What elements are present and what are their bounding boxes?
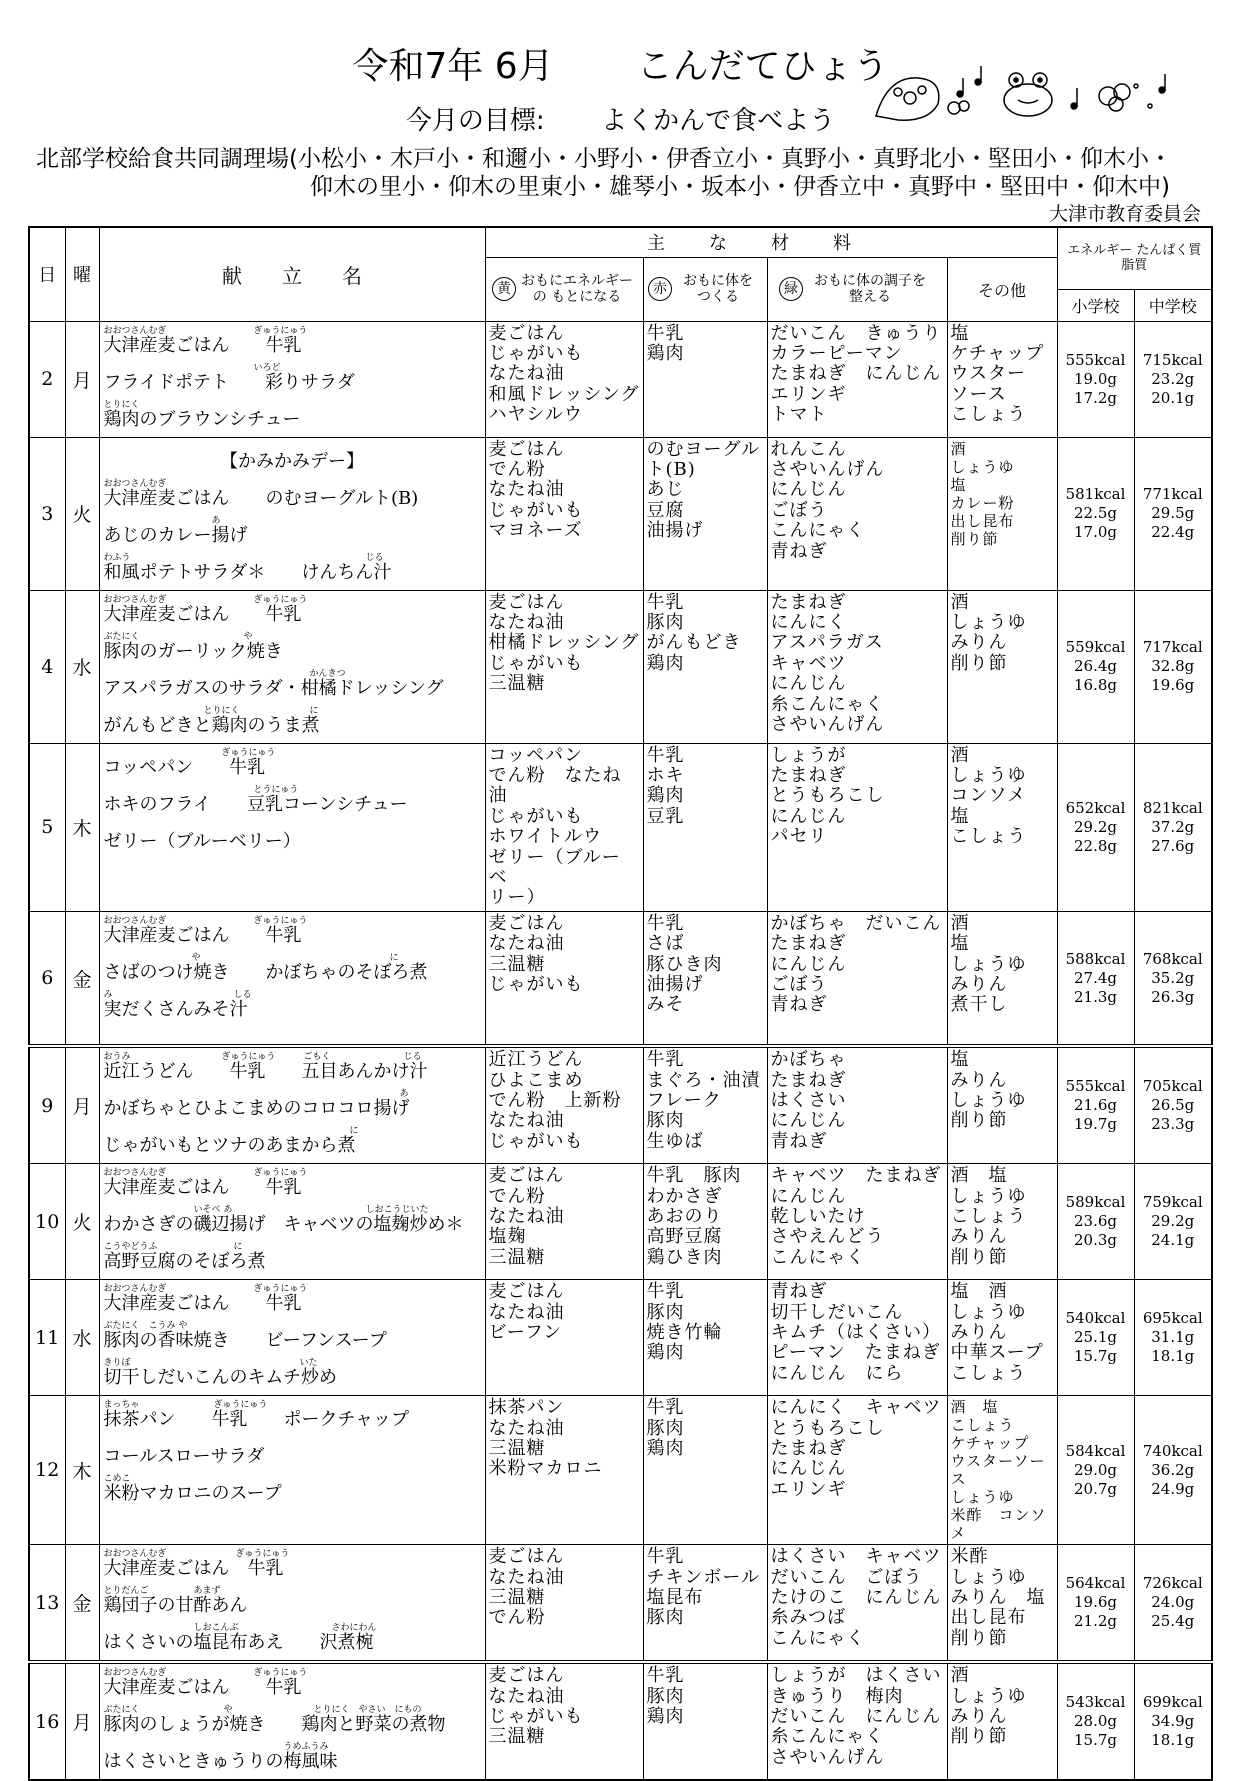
red-ingredients: 牛乳 チキンボール 塩昆布 豚肉 xyxy=(643,1545,767,1663)
green-ingredients: れんこん さやいんげん にんじん ごぼう こんにゃく 青ねぎ xyxy=(767,437,947,590)
green-ingredients: かぼちゃ だいこん たまねぎ にんじん ごぼう 青ねぎ xyxy=(767,911,947,1046)
menu-row xyxy=(29,1662,1212,1780)
ruby-reading: さわにわん xyxy=(331,1623,377,1634)
menu-item-text: さばのつけ焼き かぼちゃのそぼろ煮 xyxy=(103,961,428,983)
other-ingredients: 酒 塩 しょうゆ こしょう みりん 削り節 xyxy=(947,1164,1057,1280)
menu-item-text: 切干しだいこんのキムチ炒め xyxy=(103,1367,337,1389)
menu-item-text: 鶏肉のブラウンシチュー xyxy=(103,408,301,430)
yellow-ingredients: 抹茶パン なたね油 三温糖 米粉マカロニ xyxy=(485,1396,643,1545)
ruby-reading: み xyxy=(103,989,113,1000)
green-ingredients: かぼちゃ たまねぎ はくさい にんじん 青ねぎ xyxy=(767,1046,947,1164)
yellow-ingredients: 麦ごはん でん粉 なたね油 じゃがいも マヨネーズ xyxy=(485,437,643,590)
ruby-reading: ぎゅうにゅう xyxy=(221,1052,276,1063)
green-ingredients: しょうが はくさい きゅうり 梅肉 だいこん にんじん 糸こんにゃく さやいんげん xyxy=(767,1662,947,1780)
day-cell: 11 xyxy=(29,1280,65,1396)
ruby-reading: とうにゅう xyxy=(253,784,299,795)
menu-line xyxy=(104,1435,481,1472)
menu-item-text: はくさいときゅうりの梅風味 xyxy=(103,1751,338,1773)
day-cell: 13 xyxy=(29,1545,65,1663)
other-ingredients: 米酢 しょうゆ みりん 塩 出し昆布 削り節 xyxy=(947,1545,1057,1663)
menu-row xyxy=(29,1396,1212,1545)
menu-line xyxy=(104,1319,481,1356)
ruby-reading: とりにく xyxy=(203,705,240,716)
ruby-reading: ごもく xyxy=(303,1052,331,1063)
day-cell: 4 xyxy=(29,590,65,743)
day-cell: 5 xyxy=(29,743,65,911)
day-cell: 2 xyxy=(29,321,65,437)
ruby-reading: おおつさんむぎ xyxy=(103,594,167,605)
ruby-reading: ぎゅうにゅう xyxy=(213,1400,268,1411)
menu-line xyxy=(104,914,481,951)
ruby-reading: しおこんぶ xyxy=(193,1623,239,1634)
menu-line xyxy=(104,593,481,630)
ruby-reading: に xyxy=(349,1126,359,1137)
red-ingredients: 牛乳 豚肉 わかさぎ あおのり 高野豆腐 鶏ひき肉 xyxy=(643,1164,767,1280)
red-ingredients: 牛乳 ホキ 鶏肉 豆乳 xyxy=(643,743,767,911)
ruby-reading: しおこうじいた xyxy=(365,1205,429,1216)
menu-line xyxy=(104,1166,481,1203)
ruby-reading: おおつさんむぎ xyxy=(103,1549,167,1560)
menu-item-text: 大津産麦ごはん のむヨーグルト(B) xyxy=(103,487,419,509)
yellow-ingredients: コッペパン でん粉 なたね油 じゃがいも ホワイトルウ ゼリー（ブルーベ リー） xyxy=(485,743,643,911)
menu-line xyxy=(104,361,481,398)
menu-item-text: 豚肉のしょうが焼き 鶏肉と野菜の煮物 xyxy=(103,1714,446,1736)
elementary-nutrition: 540kcal 25.1g 15.7g xyxy=(1057,1280,1134,1396)
ruby-reading: うめふうみ xyxy=(283,1742,329,1753)
green-ingredients: しょうが たまねぎ とうもろこし にんじん パセリ xyxy=(767,743,947,911)
menu-cell xyxy=(99,1396,485,1545)
ruby-reading: ぎゅうにゅう xyxy=(253,1284,308,1295)
menu-item-text: 和風ポテトサラダ＊ けんちん汁 xyxy=(103,561,392,583)
red-ingredients: 牛乳 豚肉 焼き竹輪 鶏肉 xyxy=(643,1280,767,1396)
ruby-reading: おおつさんむぎ xyxy=(103,1668,167,1679)
weekday-cell: 月 xyxy=(65,1662,99,1780)
ruby-reading: に xyxy=(389,952,399,963)
junior-nutrition: 717kcal 32.8g 19.6g xyxy=(1134,590,1212,743)
ruby-reading: じる xyxy=(365,552,384,563)
ruby-reading: おおつさんむぎ xyxy=(103,915,167,926)
ruby-reading: に xyxy=(233,1242,243,1253)
yellow-ingredients: 麦ごはん なたね油 柑橘ドレッシング じゃがいも 三温糖 xyxy=(485,590,643,743)
weekday-cell: 金 xyxy=(65,1545,99,1663)
red-ingredients: 牛乳 豚肉 鶏肉 xyxy=(643,1662,767,1780)
yellow-ingredients: 麦ごはん じゃがいも なたね油 和風ドレッシング ハヤシルウ xyxy=(485,321,643,437)
elementary-nutrition: 584kcal 29.0g 20.7g xyxy=(1057,1396,1134,1545)
menu-line xyxy=(104,704,481,741)
menu-item-text: がんもどきと鶏肉のうま煮 xyxy=(103,714,320,736)
menu-item-text: 大津産麦ごはん 牛乳 xyxy=(103,603,302,625)
elementary-nutrition: 652kcal 29.2g 22.8g xyxy=(1057,743,1134,911)
header-ingredients: 主な材料 xyxy=(485,227,1057,257)
menu-item-text: ホキのフライ 豆乳コーンシチュー xyxy=(103,793,408,815)
kitchen-line-2: 仰木の里小・仰木の里東小・雄琴小・坂本小・伊香立中・真野中・堅田中・仰木中) xyxy=(310,174,1170,200)
junior-nutrition: 699kcal 34.9g 18.1g xyxy=(1134,1662,1212,1780)
weekday-cell: 木 xyxy=(65,1396,99,1545)
menu-item-text: ゼリー（ブルーベリー） xyxy=(103,830,301,852)
menu-cell xyxy=(99,1280,485,1396)
ruby-reading: ぎゅうにゅう xyxy=(253,915,308,926)
menu-line xyxy=(104,1621,481,1658)
yellow-ingredients: 麦ごはん なたね油 三温糖 じゃがいも xyxy=(485,911,643,1046)
ruby-reading: とりだんご xyxy=(103,1586,149,1597)
yellow-ingredients: 麦ごはん なたね油 三温糖 でん粉 xyxy=(485,1545,643,1663)
header-green: 緑 おもに体の調子を 整える xyxy=(767,257,947,321)
elementary-nutrition: 589kcal 23.6g 20.3g xyxy=(1057,1164,1134,1280)
header-day: 日 xyxy=(29,227,65,321)
menu-cell xyxy=(99,1164,485,1280)
menu-line xyxy=(104,1398,481,1435)
ruby-reading: おうみ xyxy=(103,1052,131,1063)
menu-line xyxy=(104,398,481,435)
menu-item-text: あじのカレー揚げ xyxy=(103,524,248,546)
other-ingredients: 酒 塩 しょうゆ みりん 煮干し xyxy=(947,911,1057,1046)
menu-line xyxy=(104,1203,481,1240)
red-ingredients: 牛乳 豚肉 がんもどき 鶏肉 xyxy=(643,590,767,743)
other-ingredients: 塩 酒 しょうゆ みりん 中華スープ こしょう xyxy=(947,1280,1057,1396)
weekday-cell: 金 xyxy=(65,911,99,1046)
menu-item-text: 大津産麦ごはん 牛乳 xyxy=(103,1558,284,1580)
ruby-reading: おおつさんむぎ xyxy=(103,1284,167,1295)
ruby-reading: とりにく やさい にもの xyxy=(313,1705,422,1716)
menu-item-text: かぼちゃとひよこまめのコロコロ揚げ xyxy=(103,1098,410,1120)
menu-item-text: 高野豆腐のそぼろ煮 xyxy=(103,1251,266,1273)
menu-item-text: 大津産麦ごはん 牛乳 xyxy=(103,924,302,946)
menu-cell xyxy=(99,590,485,743)
ruby-reading: いた xyxy=(299,1358,318,1369)
menu-line xyxy=(104,951,481,988)
junior-nutrition: 726kcal 24.0g 25.4g xyxy=(1134,1545,1212,1663)
menu-row xyxy=(29,590,1212,743)
weekday-cell: 水 xyxy=(65,590,99,743)
menu-item-text: 大津産麦ごはん 牛乳 xyxy=(103,1177,302,1199)
menu-cell xyxy=(99,743,485,911)
menu-row xyxy=(29,1545,1212,1663)
menu-line xyxy=(104,1240,481,1277)
menu-line xyxy=(104,1356,481,1393)
junior-nutrition: 821kcal 37.2g 27.6g xyxy=(1134,743,1212,911)
menu-line xyxy=(104,1050,481,1087)
green-ingredients: にんにく キャベツ とうもろこし たまねぎ にんじん エリンギ xyxy=(767,1396,947,1545)
menu-cell xyxy=(99,1662,485,1780)
menu-item-text: 近江うどん 牛乳 五目あんかけ汁 xyxy=(103,1061,428,1083)
red-ingredients: 牛乳 豚肉 鶏肉 xyxy=(643,1396,767,1545)
ruby-reading: きりぼ xyxy=(103,1358,131,1369)
day-cell: 9 xyxy=(29,1046,65,1164)
menu-item-text: 【かみかみデー】 xyxy=(220,450,364,472)
menu-rows xyxy=(29,321,1212,1780)
menu-row xyxy=(29,321,1212,437)
menu-cell xyxy=(99,1046,485,1164)
ruby-reading: おおつさんむぎ xyxy=(103,1168,167,1179)
red-ingredients: 牛乳 まぐろ・油漬 フレーク 豚肉 生ゆば xyxy=(643,1046,767,1164)
ruby-reading: ぎゅうにゅう xyxy=(253,325,308,336)
menu-line xyxy=(104,1740,481,1777)
weekday-cell: 火 xyxy=(65,437,99,590)
other-ingredients: 酒 しょうゆ みりん 削り節 xyxy=(947,590,1057,743)
day-cell: 16 xyxy=(29,1662,65,1780)
menu-line xyxy=(104,1472,481,1509)
menu-line xyxy=(104,514,481,551)
ruby-reading: わふう xyxy=(103,552,131,563)
ruby-reading: いろど xyxy=(253,362,281,373)
menu-line xyxy=(104,551,481,588)
ruby-reading: ぎゅうにゅう xyxy=(221,747,276,758)
ruby-reading: とりにく xyxy=(103,399,140,410)
goal-label: 今月の目標: xyxy=(405,106,545,136)
menu-item-text: 抹茶パン 牛乳 ポークチャップ xyxy=(103,1409,409,1431)
other-ingredients: 酒 塩 こしょう ケチャップ ウスターソース しょうゆ 米酢 コンソメ xyxy=(947,1396,1057,1545)
weekday-cell: 火 xyxy=(65,1164,99,1280)
ruby-reading: ぎゅうにゅう xyxy=(253,594,308,605)
junior-nutrition: 771kcal 29.5g 22.4g xyxy=(1134,437,1212,590)
menu-line xyxy=(104,324,481,361)
menu-row xyxy=(29,911,1212,1046)
ruby-reading: や xyxy=(191,952,201,963)
junior-nutrition: 768kcal 35.2g 26.3g xyxy=(1134,911,1212,1046)
ruby-reading: かんきつ xyxy=(309,668,346,679)
menu-row xyxy=(29,1280,1212,1396)
elementary-nutrition: 559kcal 26.4g 16.8g xyxy=(1057,590,1134,743)
green-ingredients: だいこん きゅうり カラーピーマン たまねぎ にんじん エリンギ トマト xyxy=(767,321,947,437)
title-month: 6月 xyxy=(494,46,554,87)
weekday-cell: 月 xyxy=(65,321,99,437)
ruby-reading: ぎゅうにゅう xyxy=(253,1168,308,1179)
red-ingredients: 牛乳 さば 豚ひき肉 油揚げ みそ xyxy=(643,911,767,1046)
day-cell: 6 xyxy=(29,911,65,1046)
menu-item-text: わかさぎの磯辺揚げ キャベツの塩麹炒め＊ xyxy=(103,1214,464,1236)
ruby-reading: や xyxy=(223,1705,233,1716)
ruby-reading: まっちゃ xyxy=(103,1400,140,1411)
menu-item-text: コールスローサラダ xyxy=(103,1446,265,1468)
menu-item-text: 豚肉の香味焼き ビーフンスープ xyxy=(103,1330,387,1352)
ruby-reading: や xyxy=(243,631,253,642)
ruby-reading: じる xyxy=(403,1052,422,1063)
yellow-ingredients: 麦ごはん なたね油 ビーフン xyxy=(485,1280,643,1396)
other-ingredients: 塩 ケチャップ ウスター ソース こしょう xyxy=(947,321,1057,437)
elementary-nutrition: 555kcal 19.0g 17.2g xyxy=(1057,321,1134,437)
title-era: 令和7年 xyxy=(352,46,484,87)
day-cell: 10 xyxy=(29,1164,65,1280)
ruby-reading: いそべ あ xyxy=(193,1205,233,1216)
ruby-reading: ぎゅうにゅう xyxy=(235,1549,290,1560)
board-of-education: 大津市教育委員会 xyxy=(1048,203,1201,225)
yellow-ingredients: 麦ごはん でん粉 なたね油 塩麹 三温糖 xyxy=(485,1164,643,1280)
ruby-reading: しる xyxy=(233,989,252,1000)
menu-cell xyxy=(99,437,485,590)
music-note-icon-3 xyxy=(1159,74,1165,93)
green-ingredients: たまねぎ にんにく アスパラガス キャベツ にんじん 糸こんにゃく さやいんげん xyxy=(767,590,947,743)
menu-item-text: フライドポテト 彩りサラダ xyxy=(103,371,355,393)
menu-item-text: じゃがいもとツナのあまから煮 xyxy=(103,1135,356,1157)
header-red: 赤 おもに体を つくる xyxy=(643,257,767,321)
ruby-reading: おおつさんむぎ xyxy=(103,325,167,336)
menu-line xyxy=(104,820,481,857)
menu-item-text: 鶏団子の甘酢あん xyxy=(103,1595,248,1617)
menu-line xyxy=(104,440,481,477)
menu-item-text: 大津産麦ごはん 牛乳 xyxy=(103,334,302,356)
menu-line xyxy=(104,1124,481,1161)
goal-text: よくかんで食べよう xyxy=(601,106,836,136)
menu-item-text: 大津産麦ごはん 牛乳 xyxy=(103,1677,302,1699)
menu-line xyxy=(104,1703,481,1740)
green-ingredients: キャベツ たまねぎ にんじん 乾しいたけ さやえんどう こんにゃく xyxy=(767,1164,947,1280)
menu-item-text: はくさいの塩昆布あえ 沢煮椀 xyxy=(103,1632,374,1654)
junior-nutrition: 715kcal 23.2g 20.1g xyxy=(1134,321,1212,437)
other-ingredients: 酒 しょうゆ みりん 削り節 xyxy=(947,1662,1057,1780)
menu-line xyxy=(104,1547,481,1584)
menu-line xyxy=(104,667,481,704)
menu-line xyxy=(104,1584,481,1621)
green-mark: 緑 xyxy=(779,277,803,301)
menu-item-text: 実だくさんみそ汁 xyxy=(103,998,248,1020)
ruby-reading: ぶたにく xyxy=(103,1705,140,1716)
menu-cell xyxy=(99,321,485,437)
ruby-reading: おおつさんむぎ xyxy=(103,478,167,489)
other-ingredients: 酒 しょうゆ コンソメ 塩 こしょう xyxy=(947,743,1057,911)
menu-line xyxy=(104,630,481,667)
menu-item-text: アスパラガスのサラダ・柑橘ドレッシング xyxy=(103,677,444,699)
elementary-nutrition: 564kcal 19.6g 21.2g xyxy=(1057,1545,1134,1663)
menu-item-text: 豚肉のガーリック焼き xyxy=(103,640,283,662)
menu-table xyxy=(28,226,1213,1781)
menu-line xyxy=(104,988,481,1025)
elementary-nutrition: 543kcal 28.0g 15.7g xyxy=(1057,1662,1134,1780)
weekday-cell: 水 xyxy=(65,1280,99,1396)
menu-row xyxy=(29,1164,1212,1280)
menu-item-text: コッペパン 牛乳 xyxy=(103,756,266,778)
menu-row xyxy=(29,437,1212,590)
red-ingredients: のむヨーグル ト(B) あじ 豆腐 油揚げ xyxy=(643,437,767,590)
ruby-reading: あ xyxy=(211,515,221,526)
header-weekday: 曜 xyxy=(65,227,99,321)
header-menu: 献 立 名 xyxy=(99,227,485,321)
ruby-reading: あ xyxy=(399,1089,409,1100)
day-cell: 12 xyxy=(29,1396,65,1545)
menu-item-text: 大津産麦ごはん 牛乳 xyxy=(103,1293,302,1315)
weekday-cell: 木 xyxy=(65,743,99,911)
header-nutrition: エネルギー たんぱく質 脂質 xyxy=(1057,227,1212,289)
elementary-nutrition: 581kcal 22.5g 17.0g xyxy=(1057,437,1134,590)
header-yellow: 黄 おもにエネルギーの もとになる xyxy=(485,257,643,321)
junior-nutrition: 740kcal 36.2g 24.9g xyxy=(1134,1396,1212,1545)
menu-line xyxy=(104,746,481,783)
ruby-reading: に xyxy=(309,705,319,716)
ruby-reading: あまず xyxy=(193,1586,221,1597)
monthly-goal xyxy=(0,100,1241,137)
menu-line xyxy=(104,1282,481,1319)
yellow-ingredients: 近江うどん ひよこまめ でん粉 上新粉 なたね油 じゃがいも xyxy=(485,1046,643,1164)
junior-nutrition: 705kcal 26.5g 23.3g xyxy=(1134,1046,1212,1164)
other-ingredients: 酒 しょうゆ 塩 カレー粉 出し昆布 削り節 xyxy=(947,437,1057,590)
header-elementary: 小学校 xyxy=(1057,289,1134,321)
header-other: その他 xyxy=(947,257,1057,321)
menu-line xyxy=(104,1087,481,1124)
menu-cell xyxy=(99,911,485,1046)
red-mark: 赤 xyxy=(648,277,672,301)
menu-line xyxy=(104,1666,481,1703)
ruby-reading: こうやどうふ xyxy=(103,1242,158,1253)
ruby-reading: こめこ xyxy=(103,1474,131,1485)
menu-item-text: 米粉マカロニのスープ xyxy=(103,1483,282,1505)
green-ingredients: はくさい キャベツ だいこん ごぼう たけのこ にんじん 糸みつば こんにゃく xyxy=(767,1545,947,1663)
junior-nutrition: 695kcal 31.1g 18.1g xyxy=(1134,1280,1212,1396)
menu-row xyxy=(29,1046,1212,1164)
elementary-nutrition: 588kcal 27.4g 21.3g xyxy=(1057,911,1134,1046)
kitchen-line-1: 北部学校給食共同調理場(小松小・木戸小・和邇小・小野小・伊香立小・真野小・真野北小・堅田小・仰木小・ xyxy=(36,146,1172,172)
ruby-reading: ぶたにく xyxy=(103,631,140,642)
menu-line xyxy=(104,783,481,820)
menu-cell xyxy=(99,1545,485,1663)
header-junior: 中学校 xyxy=(1134,289,1212,321)
menu-line xyxy=(104,477,481,514)
yellow-mark: 黄 xyxy=(492,277,516,301)
red-ingredients: 牛乳 鶏肉 xyxy=(643,321,767,437)
title-name: こんだてひょう xyxy=(636,46,889,87)
other-ingredients: 塩 みりん しょうゆ 削り節 xyxy=(947,1046,1057,1164)
day-cell: 3 xyxy=(29,437,65,590)
elementary-nutrition: 555kcal 21.6g 19.7g xyxy=(1057,1046,1134,1164)
weekday-cell: 月 xyxy=(65,1046,99,1164)
music-note-icon xyxy=(957,66,981,97)
ruby-reading: ぎゅうにゅう xyxy=(253,1668,308,1679)
menu-row xyxy=(29,743,1212,911)
yellow-ingredients: 麦ごはん なたね油 じゃがいも 三温糖 xyxy=(485,1662,643,1780)
junior-nutrition: 759kcal 29.2g 24.1g xyxy=(1134,1164,1212,1280)
ruby-reading: ぶたにく こうみ や xyxy=(103,1321,188,1332)
green-ingredients: 青ねぎ 切干しだいこん キムチ（はくさい） ピーマン たまねぎ にんじん にら xyxy=(767,1280,947,1396)
